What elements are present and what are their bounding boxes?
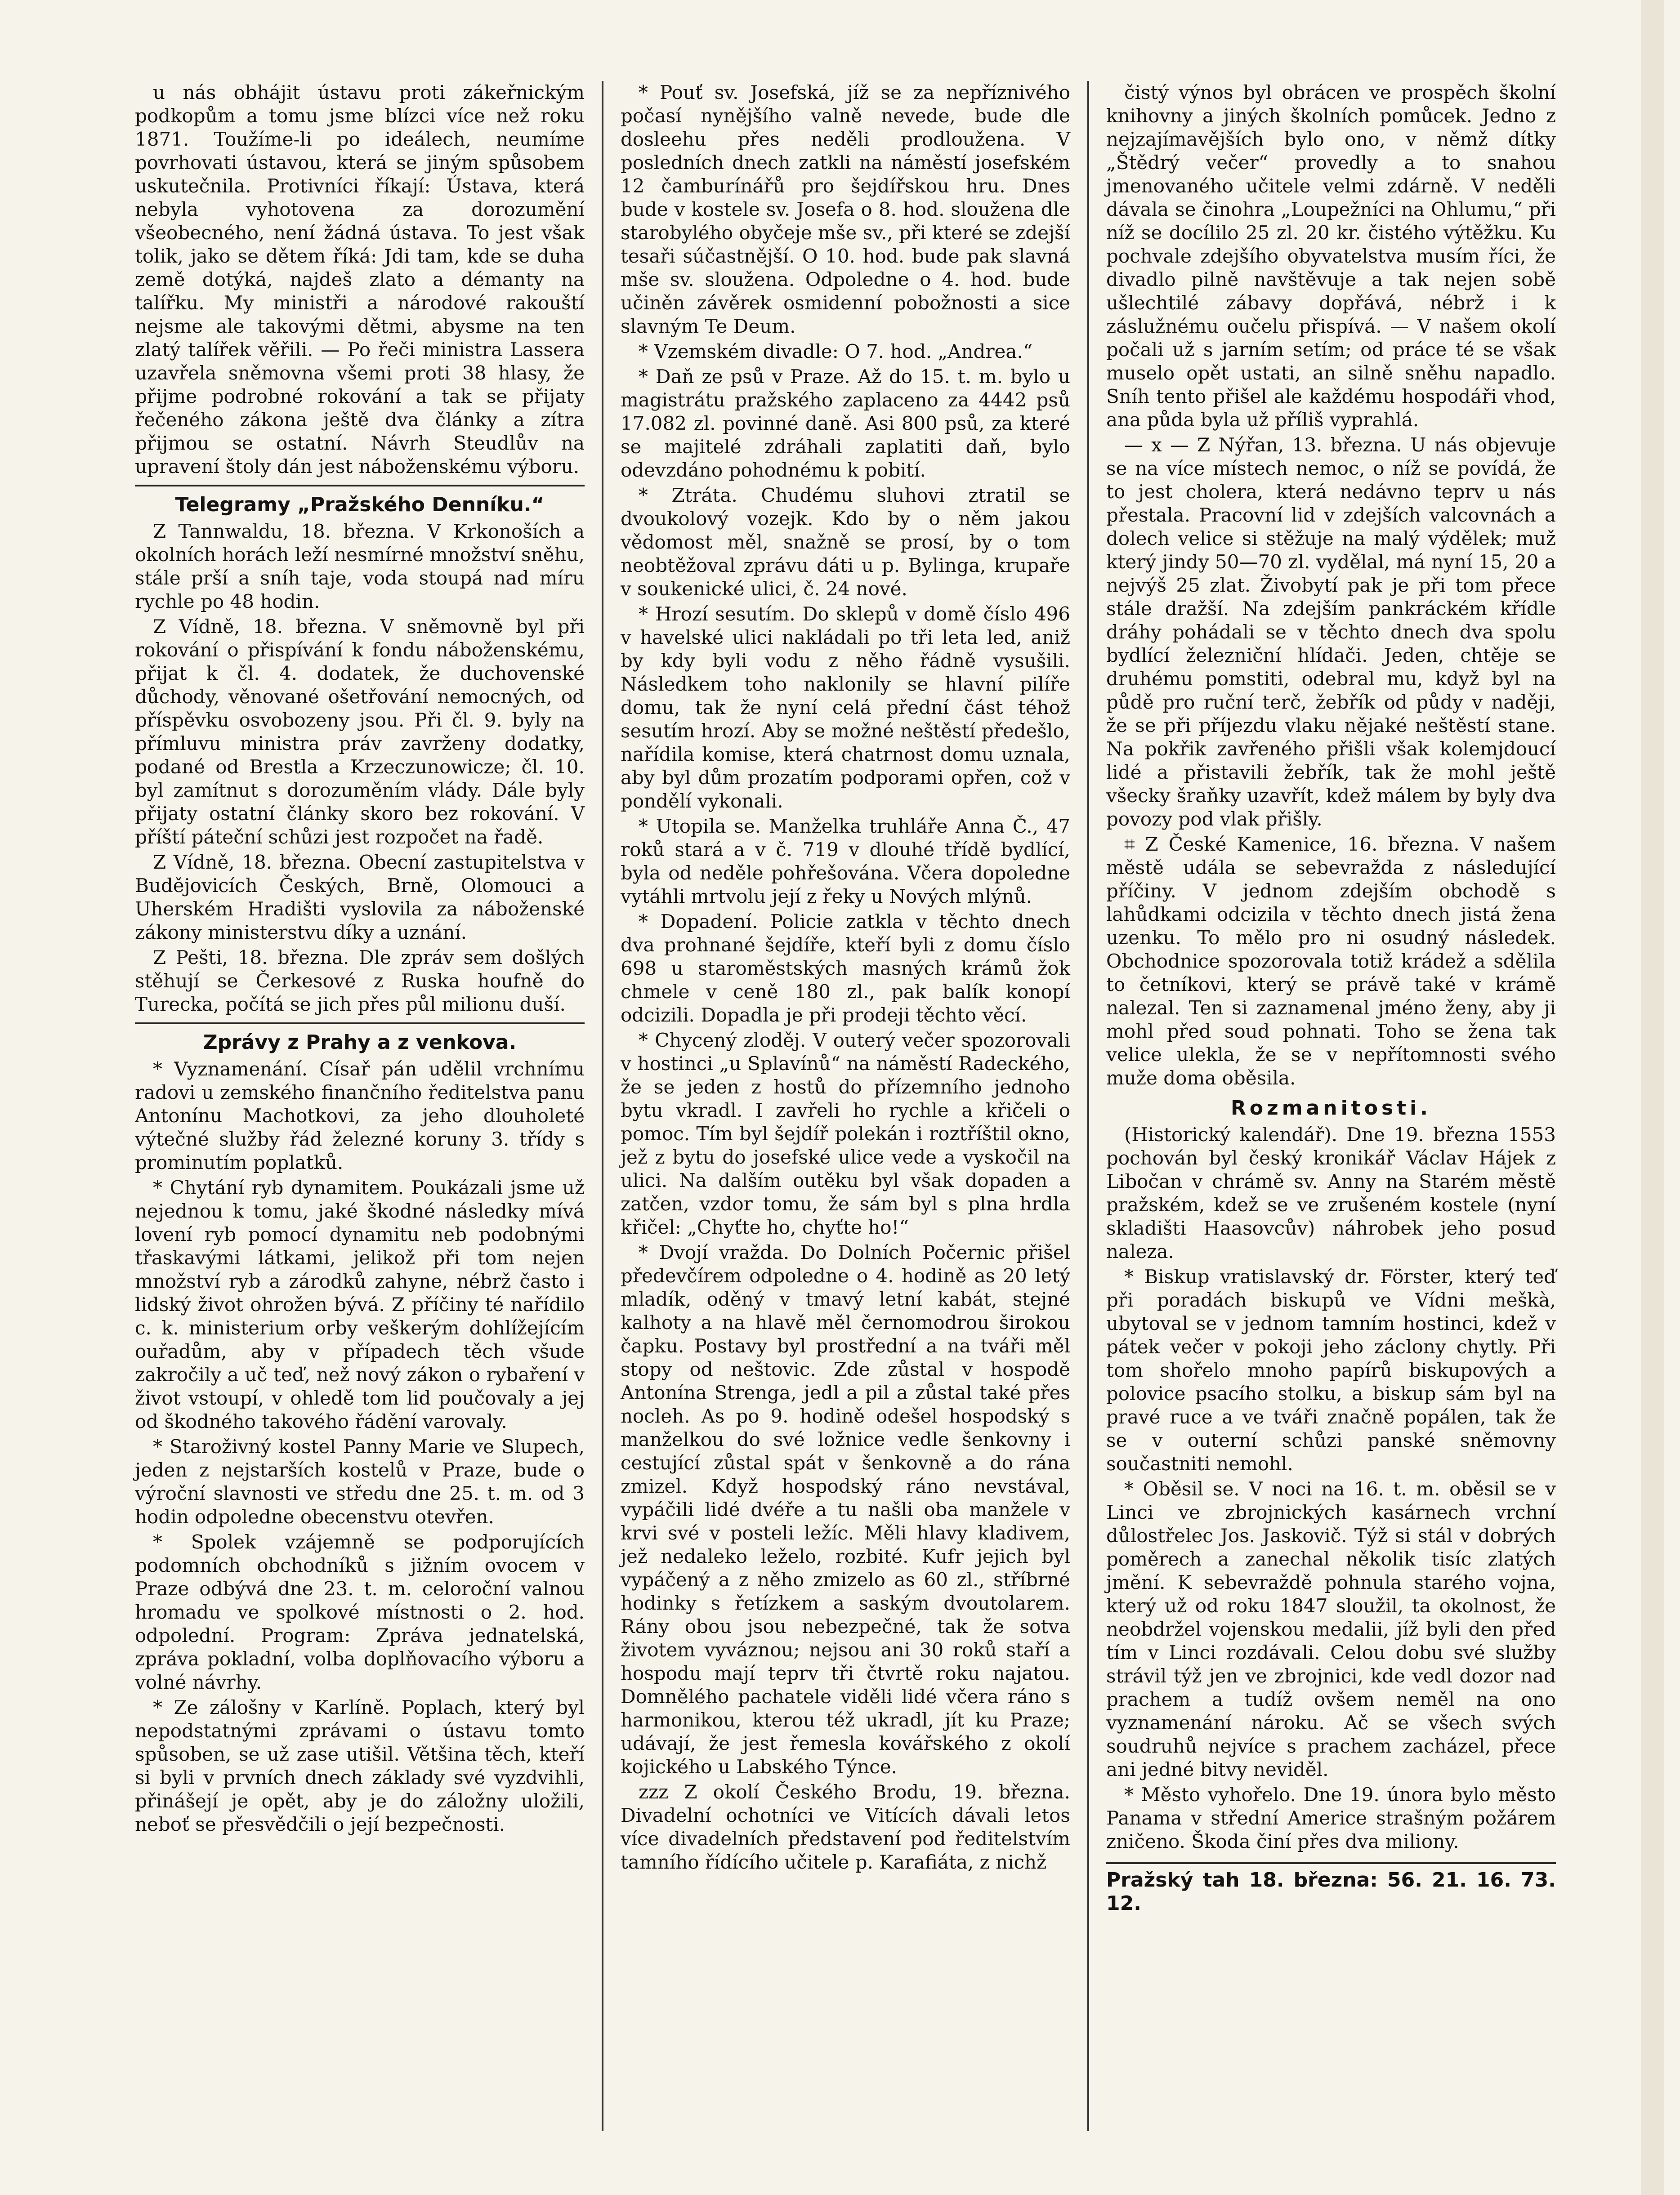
column-rule [1087, 81, 1089, 2131]
column-2 [621, 81, 1070, 2131]
news-item: * Pouť sv. Josefská, jíž se za nepříznivého počasí nynějšího valně nevede, bude dle dosleehu přes neděli prodloužena. V posledních dnech zatkli na náměstí josefském 12 čamburínářů pro šejdířskou hru. Dnes bude v kostele sv. Josefa o 8. hod. sloužena dle starobylého obyčeje mše sv., při které se zdejší tesaři súčastnější. O 10. hod. bude pak slavná mše sv. sloužena. Odpoledne o 4. hod. bude učiněn závěrek osmidenní pobožnosti a sice slavným Te Deum. [621, 81, 1070, 337]
column-3 [1106, 81, 1556, 2131]
news-item: — x — Z Nýřan, 13. března. U nás objevuje se na více místech nemoc, o níž se povídá, že to jest cholera, která nedávno teprv u nás přestala. Pracovní lid v zdejších valcovnách a dolech velice si stěžuje na malý výdělek; muž který jindy 50—70 zl. vydělal, má nyní 15, 20 a nejvýš 25 zlat. Živobytí pak je při tom přece stále dražší. Na zdejším pankráckém křídle dráhy pohádali se v těchto dnech dva spolu bydlící železniční hlídači. Jeden, chtěje se druhému pomstiti, odebral mu, když byl na půdě pro ruční terč, žebřík od půdy v naději, že se při příjezdu vlaku nějaké neštěstí stane. Na pokřik zavřeného přišli však kolemjdoucí lidé a přistavili žebřík, tak že mohl ještě všecky šraňky uzavřít, kdež málem by byly dva povozy pod vlak přišly. [1106, 434, 1556, 830]
section-title-telegrams: Telegramy „Pražského Denníku.“ [175, 493, 545, 516]
misc-item: * Město vyhořelo. Dne 19. února bylo město Panama v střední Americe strašným požárem zničeno. Škoda činí přes dva miliony. [1106, 1784, 1556, 1852]
newspaper-page [135, 81, 1592, 2131]
news-item: * Ze zálošny v Karlíně. Poplach, který byl nepodstatnými zprávami o ústavu tomto spůsoben, se už zase utišil. Většina těch, kteří si byli v prvních dnech základy své vyzdvihli, přinášejí je opět, aby je do záložny uložili, neboť se přesvědčili o její bezpečnosti. [135, 1696, 585, 1835]
news-item: * Staroživný kostel Panny Marie ve Slupech, jeden z nejstarších kostelů v Praze, bude o výroční slavnosti ve středu dne 25. t. m. od 3 hodin odpoledne obecenstvu otevřen. [135, 1436, 585, 1528]
news-item: ⌗ Z České Kamenice, 16. března. V našem městě udála se sebevražda z následující příčiny. V jednom zdejším obchodě s lahůdkami odcizila v těchto dnech jistá žena uzenku. To mělo pro ni osudný následek. Obchodnice spozorovala totiž krádež a sdělila to četníkovi, který se právě také v krámě nalezal. Ten si zaznamenal jméno ženy, aby ji mohl před soud pohnati. Toho se žena tak velice ulekla, že se v nepřítomnosti svého muže doma oběsila. [1106, 833, 1556, 1089]
news-item: * Spolek vzájemně se podporujících podomních obchodníků s jižním ovocem v Praze odbývá dne 23. t. m. celoroční valnou hromadu ve spolkové místnosti o 2. hod. odpolední. Program: Zpráva jednatelská, zpráva pokladní, volba doplňovacího výboru a volné návrhy. [135, 1531, 585, 1693]
news-item: zzz Z okolí Českého Brodu, 19. března. Divadelní ochotníci ve Vitících dávali letos více divadelních představení pod ředitelstvím tamního řídícího učitele p. Karafiáta, z nichž [621, 1781, 1070, 1873]
column-1 [135, 81, 585, 2131]
news-item: * Utopila se. Manželka truhláře Anna Č., 47 roků stará a v č. 719 v dlouhé třídě bydlící, byla od neděle pohřešována. Včera dopoledne vytáhli mrtvolu její z řeky u Nových mlýnů. [621, 815, 1070, 907]
misc-item: (Historický kalendář). Dne 19. března 1553 pochován byl český kronikář Václav Hájek z Libočan v chrámě sv. Anny na Starém městě pražském, kdež se ve zrušeném kostele (nyní skladišti Haasovcův) náhrobek jeho posud naleza. [1106, 1124, 1556, 1263]
section-title-misc: Rozmanitosti. [1231, 1097, 1431, 1120]
section-title-news: Zprávy z Prahy a z venkova. [203, 1031, 517, 1054]
telegram-item: Z Pešti, 18. března. Dle zpráv sem došlých stěhují se Čerkesové z Ruska houfně do Turecka, počítá se jich přes půl milionu duší. [135, 946, 585, 1015]
news-item: * Vyznamenání. Císař pán udělil vrchnímu radovi u zemského finančního ředitelstva panu Antonínu Machotkovi, za jeho dlouholeté výtečné služby řád železné koruny 3. třídy s prominutím poplatků. [135, 1058, 585, 1173]
telegram-item: Z Tannwaldu, 18. března. V Krkonoších a okolních horách leží nesmírné množství sněhu, stále prší a sníh taje, voda stoupá nad míru rychle po 48 hodin. [135, 520, 585, 612]
news-item: * Dvojí vražda. Do Dolních Počernic přišel předevčírem odpoledne o 4. hodině as 20 letý mladík, oděný v tmavý letní kabát, stejné kalhoty a na hlavě měl černomodrou širokou čapku. Postavy byl prostřední a na tváři měl stopy od neštovic. Zde zůstal v hospodě Antonína Strenga, jedl a pil a zůstal také přes nocleh. As po 9. hodině odešel hospodský s manželkou do své ložnice vedle šenkovny i cestující zůstal spát v šenkovně a do rána zmizel. Když hospodský ráno nevstával, vypáčili lidé dvéře a tu našli oba manžele v krvi své v posteli ležíc. Měli hlavy kladivem, jež nedaleko leželo, rozbité. Kufr jejich byl vypáčený a z něho zmizelo as 60 zl., stříbrné hodinky s řetízkem a saským dvoutolarem. Rány obou jsou nebezpečné, tak že sotva životem vyváznou; nejsou ani 30 roků staří a hospodu mají teprv tři čtvrtě roku najatou. Domnělého pachatele viděli lidé včera ráno s harmonikou, kterou též ukradl, jít ku Praze; udávají, že jest řemesla kovářského z okolí kojického u Labského Týnce. [621, 1241, 1070, 1778]
news-item: * Vzemském divadle: O 7. hod. „Andrea.“ [639, 340, 1033, 362]
section-divider [135, 1022, 585, 1024]
article-continuation: u nás obhájit ústavu proti zákeřnickým podkopům a tomu jsme blízci více než roku 1871. Toužíme-li po ideálech, neumíme povrhovati ústavou, která se jiným spůsobem uskutečnila. Protivníci říkají: Ústava, která nebyla vyhotovena za dorozumění všeobecného, není žádná ústava. To jest však tolik, jako se dětem říká: Jdi tam, kde se duha země dotýká, najdeš zlato a démanty na talířku. My ministři a národové rakouští nejsme ale takovými dětmi, abysme na ten zlatý talířek věřili. — Po řeči ministra Lassera uzavřela sněmovna všemi proti 38 hlasy, že přijme podrobné rokování a tak se přijaty řečeného zákona ještě dva články a zítra přijmou se ostatní. Návrh Steudlův na upravení štoly dán jest náboženskému výboru. [135, 81, 585, 477]
news-item: čistý výnos byl obrácen ve prospěch školní knihovny a jiných školních pomůcek. Jedno z nejzajímavějších bylo ono, v němž dítky „Štědrý večer“ provedly a to snahou jmenovaného učitele velmi zdárně. V neděli dávala se činohra „Loupežníci na Ohlumu,“ při níž se docílilo 25 zl. 20 kr. čistého výtěžku. Ku pochvale zdejšího obyvatelstva musím říci, že divadlo pilně navštěvuje a tak nejen sobě ušlechtilé zábavy dopřává, nébrž i k záslužnému oučelu přispívá. — V našem okolí počali už s jarním setím; od práce té se však muselo opět ustati, an silně sněhu napadlo. Sníh tento přišel ale každému hospodáři vhod, ana půda byla už příliš vyprahlá. [1106, 81, 1556, 431]
news-item: * Hrozí sesutím. Do sklepů v domě číslo 496 v havelské ulici nakládali po tři leta led, aniž by kdy byli vodu z něho řádně vysušili. Následkem toho naklonily se hlavní pilíře domu, tak že nyní celá přední část téhož sesutím hrozí. Aby se možné neštěstí předešlo, nařídila komise, která chatrnost domu uznala, aby byl dům prozatím podporami opřen, což v pondělí vykonali. [621, 603, 1070, 812]
telegram-item: Z Vídně, 18. března. Obecní zastupitelstva v Budějovicích Českých, Brně, Olomouci a Uherském Hradišti vyslovila za náboženské zákony ministerstvu díky a uznání. [135, 851, 585, 943]
lottery-results: Pražský tah 18. března: 56. 21. 16. 73. 12. [1106, 1862, 1556, 1915]
misc-item: * Biskup vratislavský dr. Förster, který teď při poradách biskupů ve Vídni meškà, ubytoval se v jednom tamním hostinci, kdež v pátek večer v pokoji jeho záclony chytly. Při tom shořelo mnoho papírů biskupových a polovice psacího stolku, a biskup sám byl na pravé ruce a ve tváři značně popálen, tak že se v outerní schůzi panské sněmovny součastniti nemohl. [1106, 1266, 1556, 1475]
news-item: * Chycený zloděj. V outerý večer spozorovali v hostinci „u Splavínů“ na náměstí Radeckého, že se jeden z hostů do přízemního jednoho bytu vkradl. I zavřeli ho rychle a křičeli o pomoc. Tím byl šejdíř polekán i roztříštil okno, jež z bytu do josefské ulice vede a vyskočil na ulici. Na dalším outěku byl však dopaden a zatčen, vzdor tomu, že sám byl s plna hrdla křičel: „Chyťte ho, chyťte ho!“ [621, 1029, 1070, 1238]
news-item: * Dopadení. Policie zatkla v těchto dnech dva prohnané šejdíře, kteří byli z domu číslo 698 u staroměstských masných krámů žok chmele v ceně 180 zl., pak balík konopí odcizili. Dopadla je při prodeji těchto věcí. [621, 910, 1070, 1026]
news-item: * Daň ze psů v Praze. Až do 15. t. m. bylo u magistrátu pražského zaplaceno za 4442 psů 17.082 zl. povinné daně. Asi 800 psů, za které se majitelé zdráhali zaplatiti daň, bylo odevzdáno pohodnému k pobití. [621, 366, 1070, 481]
section-divider [135, 485, 585, 486]
misc-item: * Oběsil se. V noci na 16. t. m. oběsil se v Linci ve zbrojnických kasárnech vrchní důlostřelec Jos. Jaskovič. Týž si stál v dobrých poměrech a zanechal několik tisíc zlatých jmění. K sebevraždě pohnula starého vojna, který už od roku 1847 sloužil, ta okolnost, že neobdržel vojenskou medalii, jíž byli den před tím v Linci rozdávali. Celou dobu své služby strávil týž jen ve zbrojnici, kde vedl dozor nad prachem a tudíž ovšem neměl na ono vyznamenání nároku. Ač se všech svých soudruhů nejvíce s prachem zacházel, přece ani jedné bitvy neviděl. [1106, 1478, 1556, 1780]
column-rule [602, 81, 603, 2131]
page-edge [1641, 0, 1664, 2195]
news-item: * Ztráta. Chudému sluhovi ztratil se dvoukolový vozejk. Kdo by o něm jakou vědomost měl, snažně se prosí, by o tom neobtěžoval zprávu dáti u p. Bylinga, krupaře v soukenické ulici, č. 24 nové. [621, 484, 1070, 600]
telegram-item: Z Vídně, 18. března. V sněmovně byl při rokování o přispívání k fondu náboženskému, přijat k čl. 4. dodatek, že duchovenské důchody, věnované ošetřování nemocných, od příspěvku osvobozeny jsou. Při čl. 9. byly na přímluvu ministra práv zavrženy dodatky, podané od Brestla a Krzeczunowicze; čl. 10. byl zamítnut s dorozuměním vlády. Dále byly přijaty ostatní články skoro bez rokování. V příští páteční schůzi jest rozpočet na řadě. [135, 616, 585, 848]
news-item: * Chytání ryb dynamitem. Poukázali jsme už nejednou k tomu, jaké škodné následky mívá lovení ryb pomocí dynamitu neb podobnými třaskavými látkami, jelikož při tom nejen množství ryb a zárodků zahyne, nébrž často i lidský život ohrožen bývá. Z příčiny té nařídilo c. k. ministerium orby veškerým dohlížejícím ouřadům, aby v případech těch všude zakročily a uč teď, než nový zákon o rybaření v život vstoupí, v ohledě tom lid poučovaly a jej od škodného takového řádění varovaly. [135, 1177, 585, 1432]
